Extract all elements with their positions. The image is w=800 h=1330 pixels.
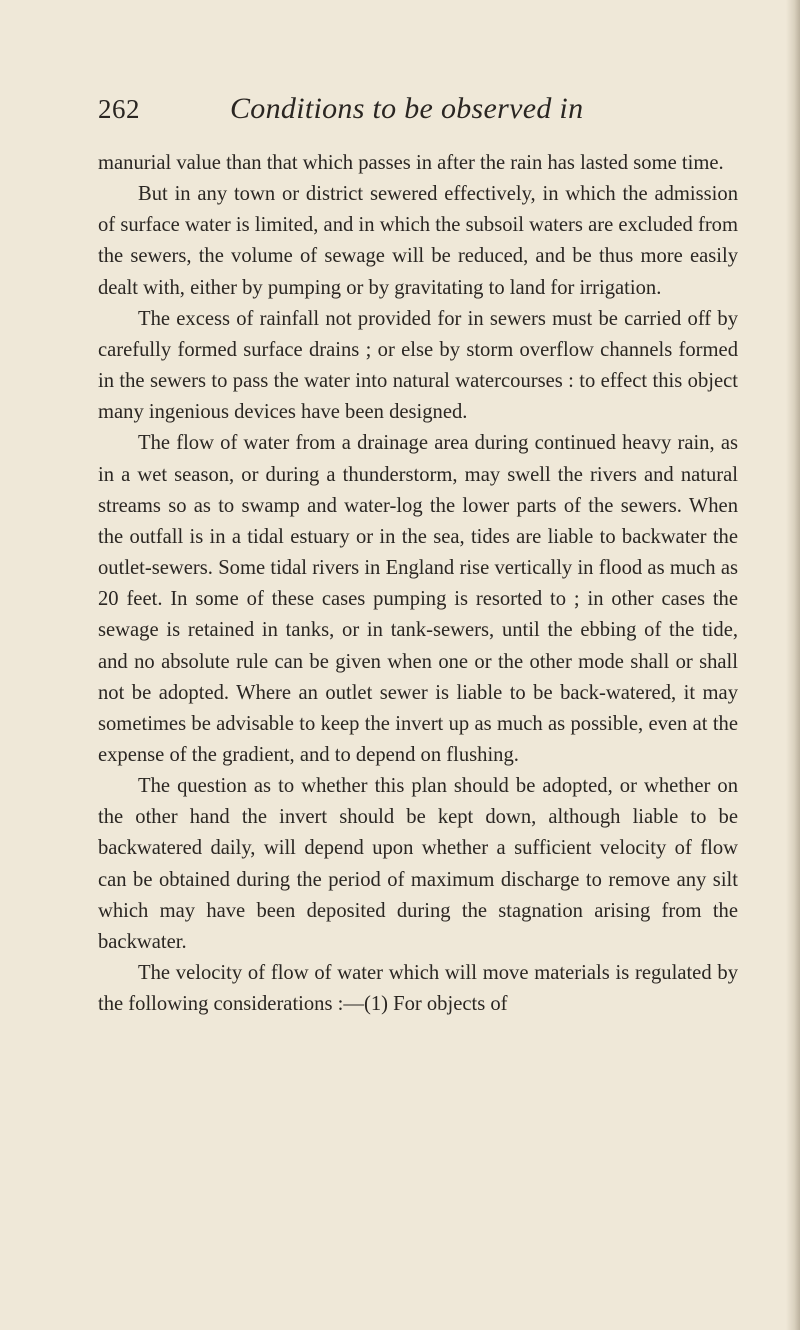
page-number: 262 [98, 94, 140, 124]
paragraph: The velocity of flow of water which will move materials is regulated by the following considerations :—(1) For objects of [98, 962, 738, 1016]
paragraph: The question as to whether this plan should be adopted, or whether on the other hand the invert should be kept down, although liable to be backwatered daily, will depend upon whether a sufficient velocity of flow can be obtained during the period of maximum discharge to remove any silt which may have been deposited during the stagnation arising from the backwater. [98, 775, 738, 953]
body-text [98, 148, 738, 1020]
paragraph: The excess of rainfall not provided for in sewers must be carried off by carefully formed surface drains ; or else by storm overflow channels formed in the sewers to pass the water into natural watercourses : to effect this object many ingenious devices have been designed. [98, 307, 738, 424]
paragraph: manurial value than that which passes in after the rain has lasted some time. [98, 152, 724, 174]
page-header [98, 92, 738, 134]
paragraph: The flow of water from a drainage area during continued heavy rain, as in a wet season, or during a thunderstorm, may swell the rivers and natural streams so as to swamp and water-log the lower parts of the sewers. When the outfall is in a tidal estuary or in the sea, tides are liable to backwater the outlet-sewers. Some tidal rivers in England rise vertically in flood as much as 20 feet. In some of these cases pumping is resorted to ; in other cases the sewage is retained in tanks, or in tank-sewers, until the ebbing of the tide, and no absolute rule can be given when one or the other mode shall or shall not be adopted. Where an outlet sewer is liable to be back-watered, it may sometimes be advisable to keep the invert up as much as possible, even at the expense of the gradient, and to depend on flushing. [98, 432, 738, 766]
page-edge-shadow [786, 0, 800, 1330]
book-page [98, 92, 738, 1020]
paragraph: But in any town or district sewered effectively, in which the admission of surface water is limited, and in which the subsoil waters are excluded from the sewers, the volume of sewage will be reduced, and be thus more easily dealt with, either by pumping or by gravitating to land for irrigation. [98, 183, 738, 299]
running-head: Conditions to be observed in [230, 92, 584, 125]
